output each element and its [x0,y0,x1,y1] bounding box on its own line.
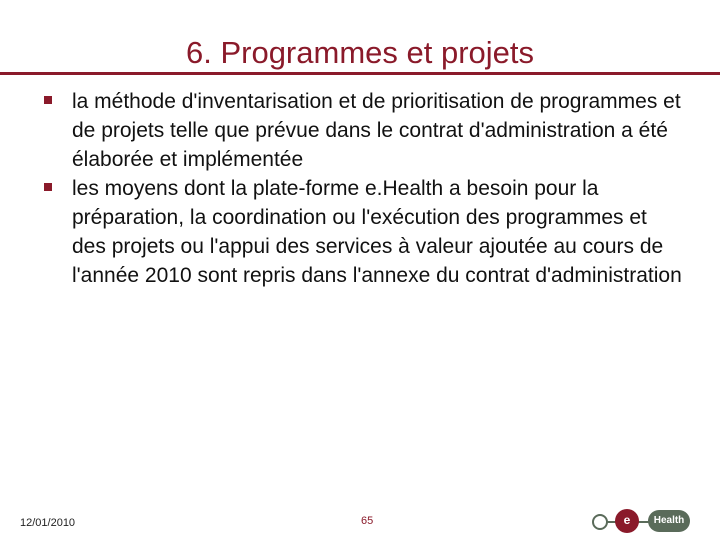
square-bullet-icon [44,183,52,191]
bullet-item [44,87,684,174]
bullet-text: la méthode d'inventarisation et de prioritisation de programmes et de projets telle que prévue dans le contrat d'administration a été élaborée et implémentée [72,90,681,171]
logo-e-badge: e [615,509,639,533]
slide-title: 6. Programmes et projets [185,35,535,70]
logo-ring-icon [592,514,608,530]
page-number: 65 [361,515,374,527]
bullet-text: les moyens dont la plate-forme e.Health a besoin pour la préparation, la coordination ou l'exécution des programmes et des projets ou l'appui des services à valeur ajoutée au cours de l'année 2010 sont repris dans l'annexe du contrat d'administration [72,177,682,287]
ehealth-logo [588,507,692,535]
footer-date: 12/01/2010 [20,517,76,529]
bullet-item [44,174,684,290]
bullet-list [44,87,684,290]
logo-health-badge: Health [648,510,690,532]
square-bullet-icon [44,96,52,104]
title-divider [0,72,720,75]
